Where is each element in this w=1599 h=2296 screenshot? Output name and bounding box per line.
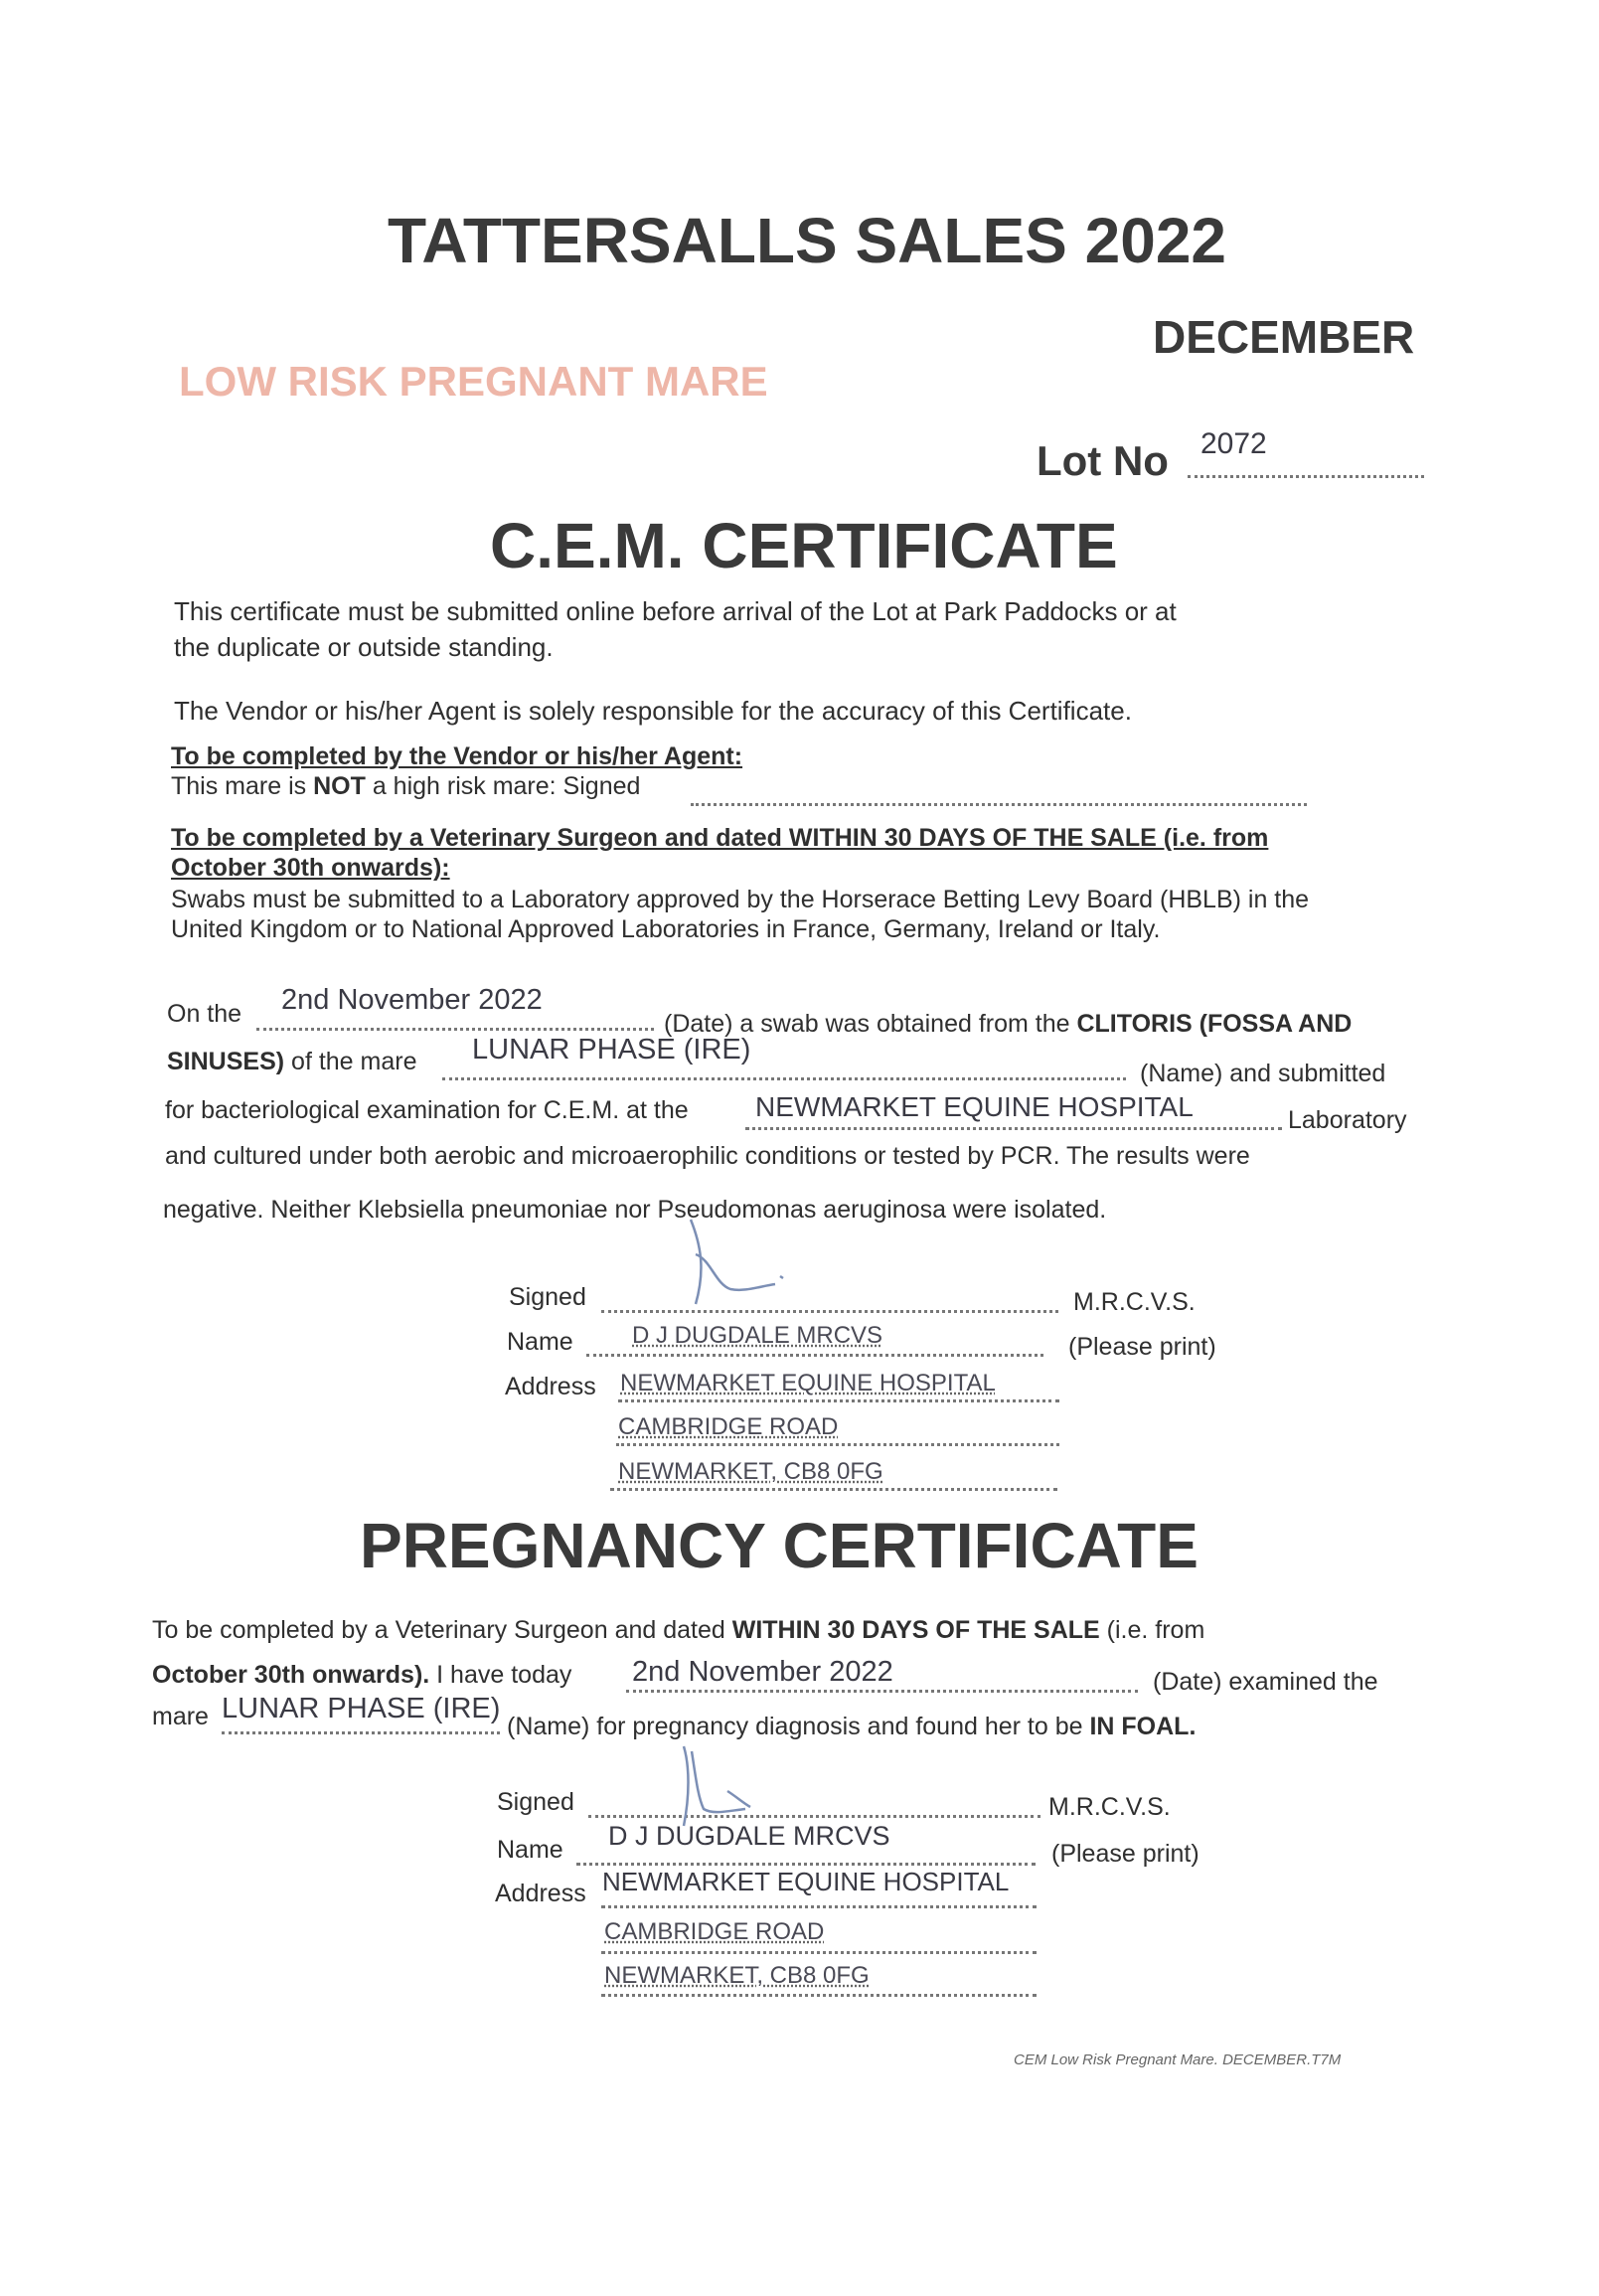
preg-mare-line bbox=[222, 1731, 500, 1734]
preg-please-print: (Please print) bbox=[1051, 1840, 1199, 1868]
preg-date-line bbox=[626, 1690, 1138, 1693]
preg-vet-signature bbox=[666, 1741, 775, 1831]
results-text: negative. Neither Klebsiella pneumoniae nor Pseudomonas aeruginosa were isolated. bbox=[163, 1196, 1107, 1224]
vet-heading-line2: October 30th onwards): bbox=[171, 854, 450, 882]
cem-address-value-3: NEWMARKET, CB8 0FG bbox=[618, 1458, 883, 1485]
lab-suffix: Laboratory bbox=[1288, 1106, 1407, 1134]
vet-heading-line1: To be completed by a Veterinary Surgeon and dated WITHIN 30 DAYS OF THE SALE (i.e. from bbox=[171, 824, 1269, 852]
cem-accuracy-notice: The Vendor or his/her Agent is solely responsible for the accuracy of this Certificate. bbox=[174, 696, 1132, 726]
vendor-signature-line bbox=[691, 803, 1307, 806]
preg-mare-value: LUNAR PHASE (IRE) bbox=[222, 1693, 501, 1724]
lot-dotted-line bbox=[1188, 475, 1424, 478]
mare-label: SINUSES) of the mare bbox=[167, 1048, 417, 1075]
cem-name-label: Name bbox=[507, 1328, 573, 1356]
preg-date-value: 2nd November 2022 bbox=[632, 1656, 893, 1688]
preg-address-line-2 bbox=[601, 1951, 1037, 1954]
vendor-declaration: This mare is NOT a high risk mare: Signed bbox=[171, 772, 641, 800]
preg-address-value-1: NEWMARKET EQUINE HOSPITAL bbox=[602, 1867, 1010, 1896]
cem-title: C.E.M. CERTIFICATE bbox=[490, 510, 1118, 581]
mare-name-suffix: (Name) and submitted bbox=[1140, 1060, 1386, 1087]
preg-name-value: D J DUGDALE MRCVS bbox=[608, 1821, 890, 1851]
cem-please-print: (Please print) bbox=[1068, 1333, 1216, 1361]
preg-address-line-1 bbox=[601, 1905, 1037, 1908]
swab-instruction-line1: Swabs must be submitted to a Laboratory approved by the Horserace Betting Levy Board (HBLB) in the bbox=[171, 886, 1310, 913]
cem-address-line-2 bbox=[616, 1443, 1059, 1446]
preg-address-line-3 bbox=[601, 1994, 1037, 1997]
cem-notice-line2: the duplicate or outside standing. bbox=[174, 632, 554, 662]
preg-signed-label: Signed bbox=[497, 1788, 574, 1816]
preg-diagnosis-text: (Name) for pregnancy diagnosis and found her to be IN FOAL. bbox=[507, 1713, 1197, 1740]
swab-date-line bbox=[256, 1028, 654, 1031]
preg-name-label: Name bbox=[497, 1836, 563, 1864]
pregnancy-title: PREGNANCY CERTIFICATE bbox=[360, 1510, 1199, 1581]
cem-address-value-2: CAMBRIDGE ROAD bbox=[618, 1413, 839, 1440]
cem-address-line-3 bbox=[610, 1488, 1057, 1491]
preg-address-value-2: CAMBRIDGE ROAD bbox=[604, 1918, 825, 1945]
cem-vet-signature bbox=[676, 1215, 805, 1314]
on-the-label: On the bbox=[167, 1000, 242, 1028]
cem-address-value-1: NEWMARKET EQUINE HOSPITAL bbox=[620, 1370, 996, 1396]
preg-signature-line bbox=[588, 1815, 1040, 1818]
lab-label: for bacteriological examination for C.E.M. at the bbox=[165, 1096, 689, 1124]
culture-text: and cultured under both aerobic and microaerophilic conditions or tested by PCR. The results were bbox=[165, 1142, 1250, 1170]
lab-name-line bbox=[745, 1127, 1282, 1130]
document-title: TATTERSALLS SALES 2022 bbox=[388, 205, 1226, 276]
preg-line2-pre: October 30th onwards). I have today bbox=[152, 1661, 572, 1689]
vendor-heading: To be completed by the Vendor or his/her Agent: bbox=[171, 742, 743, 770]
lab-name-value: NEWMARKET EQUINE HOSPITAL bbox=[755, 1091, 1194, 1122]
footer-reference: CEM Low Risk Pregnant Mare. DECEMBER.T7M bbox=[1014, 2051, 1342, 2068]
preg-mrcvs-label: M.R.C.V.S. bbox=[1048, 1793, 1171, 1821]
cem-address-line-1 bbox=[618, 1399, 1059, 1402]
cem-mrcvs-label: M.R.C.V.S. bbox=[1073, 1288, 1196, 1316]
preg-date-suffix: (Date) examined the bbox=[1153, 1668, 1378, 1696]
preg-name-line bbox=[576, 1863, 1036, 1866]
swab-date-value: 2nd November 2022 bbox=[281, 984, 543, 1016]
cem-notice-line1: This certificate must be submitted online before arrival of the Lot at Park Paddocks or at bbox=[174, 596, 1177, 626]
cem-address-label: Address bbox=[505, 1373, 596, 1400]
cem-name-line bbox=[586, 1354, 1043, 1357]
mare-name-value: LUNAR PHASE (IRE) bbox=[472, 1034, 751, 1066]
cem-signature-line bbox=[601, 1310, 1058, 1313]
preg-address-label: Address bbox=[495, 1880, 586, 1907]
sale-month: DECEMBER bbox=[1153, 311, 1415, 363]
swab-date-suffix: (Date) a swab was obtained from the CLITORIS (FOSSA AND bbox=[664, 1010, 1353, 1038]
category-label: LOW RISK PREGNANT MARE bbox=[179, 358, 768, 405]
preg-mare-label: mare bbox=[152, 1703, 209, 1730]
cem-name-value: D J DUGDALE MRCVS bbox=[632, 1322, 883, 1349]
lot-number: 2072 bbox=[1200, 427, 1267, 460]
lot-label: Lot No bbox=[1037, 437, 1169, 484]
mare-name-line bbox=[442, 1077, 1126, 1080]
swab-instruction-line2: United Kingdom or to National Approved Laboratories in France, Germany, Ireland or Italy. bbox=[171, 915, 1161, 943]
cem-signed-label: Signed bbox=[509, 1283, 586, 1311]
preg-address-value-3: NEWMARKET, CB8 0FG bbox=[604, 1962, 870, 1989]
preg-line1: To be completed by a Veterinary Surgeon and dated WITHIN 30 DAYS OF THE SALE (i.e. from bbox=[152, 1616, 1205, 1644]
